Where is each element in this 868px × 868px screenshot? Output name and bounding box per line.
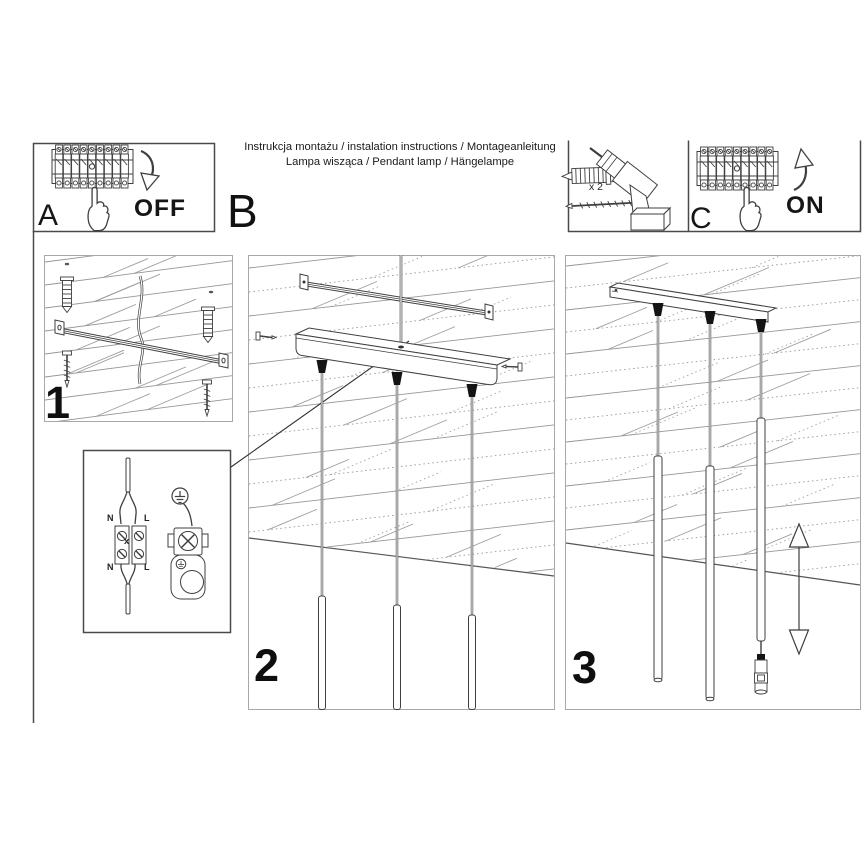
live-label-bottom: L [144, 562, 150, 572]
panel-1-art [55, 263, 228, 416]
ceiling-edge-2 [249, 538, 554, 576]
cable-entry-hole [398, 346, 404, 349]
panel-2-number: 2 [254, 640, 280, 691]
mains-cable [126, 458, 130, 492]
drill-mark-dot [209, 291, 213, 294]
panel-1-number: 1 [45, 377, 71, 428]
step-a-label: A [38, 199, 59, 232]
canopy-icon [296, 328, 510, 385]
live-label-top: L [144, 513, 150, 523]
screw-quantity-label: x 2 [589, 181, 604, 193]
neutral-label-bottom: N [107, 562, 114, 572]
step-b-label: B [227, 185, 258, 237]
arrow-down-head [141, 173, 159, 190]
on-label: ON [786, 192, 825, 219]
lamp-holder-icon [755, 641, 768, 694]
terminal-block-icon [115, 526, 146, 564]
fixture-cable [126, 584, 130, 614]
screw-icon [566, 197, 642, 211]
off-label: OFF [134, 195, 186, 222]
ground-clamp-icon [168, 528, 208, 599]
drill-mark-dot [65, 263, 69, 266]
terminal-separator: x [124, 536, 130, 547]
pendant-cables [322, 370, 472, 617]
height-adjust-arrow-icon [790, 524, 809, 654]
frames [34, 141, 861, 724]
ground-symbol-icon [172, 488, 188, 504]
arrow-up-head [795, 149, 813, 168]
panel-3-number: 3 [572, 642, 598, 693]
mounting-bracket-icon [300, 274, 493, 320]
title-line-1: Instrukcja montażu / instalation instructions / Montageanleitung [244, 141, 556, 153]
title-line-2: Lampa wisząca / Pendant lamp / Hängelampe [285, 156, 515, 168]
pendant-tubes [319, 596, 476, 710]
neutral-label-top: N [107, 513, 114, 523]
step-c-label: C [690, 202, 712, 235]
sheet-title [197, 140, 603, 170]
